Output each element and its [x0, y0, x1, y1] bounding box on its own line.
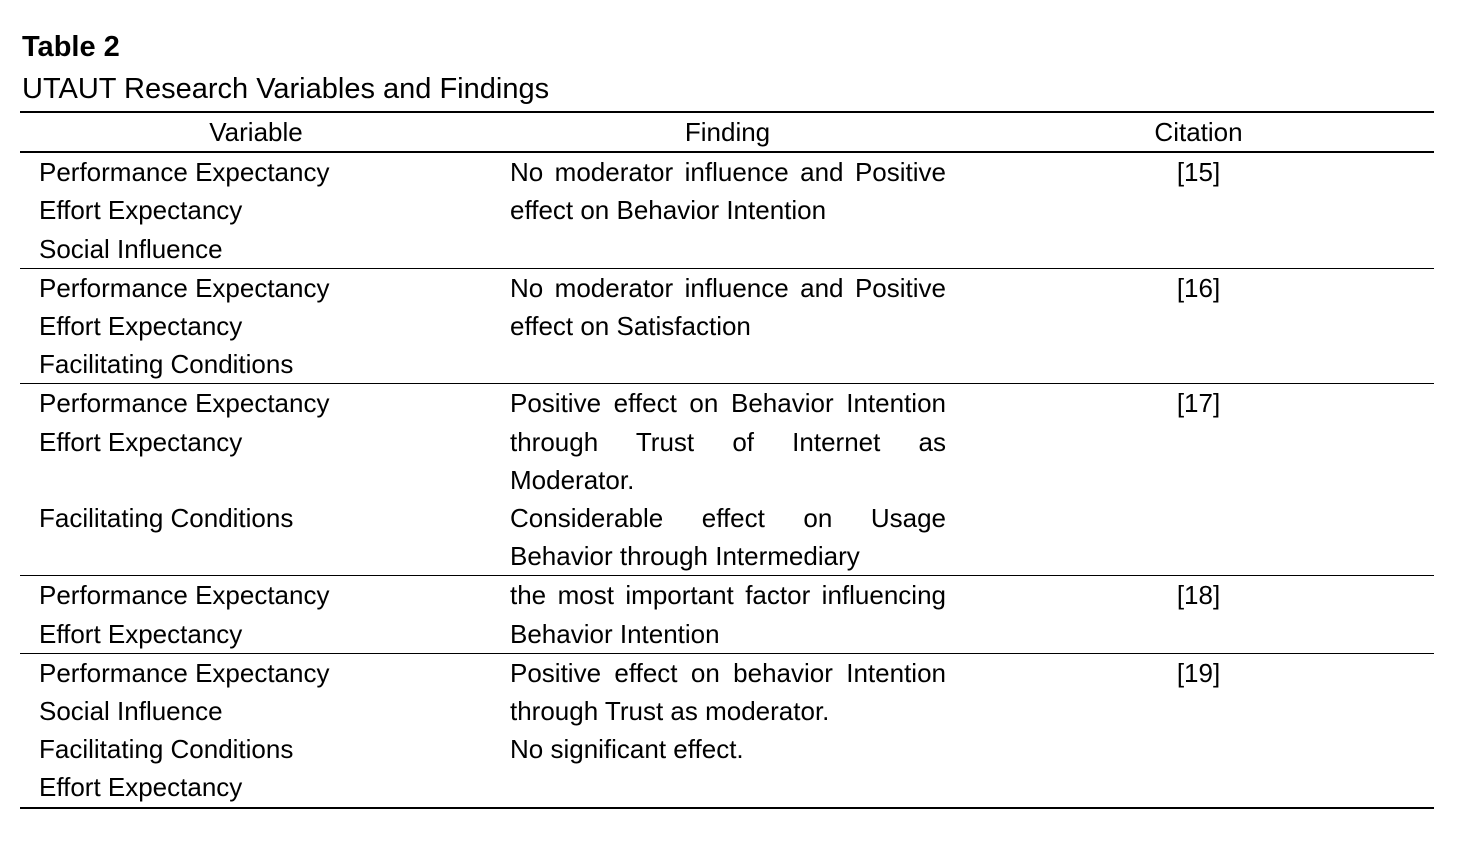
variable-item: Facilitating Conditions	[39, 734, 294, 765]
variable-item: Social Influence	[39, 695, 223, 726]
variables-cell	[20, 384, 492, 576]
findings-table	[20, 111, 1434, 809]
finding-cell	[492, 576, 963, 653]
citation-ref: [17]	[1176, 388, 1221, 419]
table-title: UTAUT Research Variables and Findings	[22, 73, 550, 105]
table-row	[20, 576, 1434, 653]
citation-cell	[963, 152, 1434, 268]
variable-item: Effort Expectancy	[39, 618, 243, 649]
citation-ref: [15]	[1176, 157, 1221, 188]
finding-text: No moderator influence and Positive effect on Satisfaction	[510, 272, 946, 341]
citation-ref: [19]	[1176, 657, 1221, 688]
variable-item: Effort Expectancy	[39, 195, 243, 226]
finding-cell	[492, 653, 963, 807]
finding-text: Positive effect on behavior Intention through Trust as moderator.	[510, 657, 946, 726]
citation-cell	[963, 653, 1434, 807]
table-number: Table 2	[22, 31, 120, 63]
variables-cell	[20, 152, 492, 268]
variable-spacer	[39, 461, 492, 499]
finding-text: the most important factor influencing Behavior Intention	[510, 580, 946, 649]
variable-item: Performance Expectancy	[39, 657, 330, 688]
variable-item: Effort Expectancy	[39, 772, 243, 803]
variable-item: Facilitating Conditions	[39, 502, 294, 533]
table-header-row	[20, 112, 1434, 152]
finding-cell	[492, 384, 963, 576]
finding-cell	[492, 268, 963, 384]
variable-item: Social Influence	[39, 233, 223, 264]
variables-cell	[20, 653, 492, 807]
variable-item: Performance Expectancy	[39, 157, 330, 188]
table-row	[20, 152, 1434, 268]
citation-cell	[963, 576, 1434, 653]
citation-ref: [18]	[1176, 580, 1221, 611]
finding-text: Considerable effect on Usage Behavior through Intermediary	[510, 502, 946, 572]
variable-item: Effort Expectancy	[39, 310, 243, 341]
finding-cell	[492, 152, 963, 268]
finding-text: No significant effect.	[510, 734, 744, 765]
header-citation: Citation	[1154, 117, 1243, 147]
citation-cell	[963, 268, 1434, 384]
header-variable: Variable	[209, 117, 303, 147]
variable-item: Performance Expectancy	[39, 388, 330, 419]
variable-item: Effort Expectancy	[39, 426, 243, 457]
finding-text: Positive effect on Behavior Intention through Trust of Internet as Moderator.	[510, 388, 946, 495]
variables-cell	[20, 268, 492, 384]
citation-ref: [16]	[1176, 272, 1221, 303]
variable-item: Facilitating Conditions	[39, 349, 294, 380]
citation-cell	[963, 384, 1434, 576]
variable-item: Performance Expectancy	[39, 272, 330, 303]
header-finding: Finding	[684, 117, 771, 147]
finding-text: No moderator influence and Positive effect on Behavior Intention	[510, 157, 946, 226]
table-row	[20, 384, 1434, 576]
table-row	[20, 268, 1434, 384]
table-row	[20, 653, 1434, 807]
variable-item: Performance Expectancy	[39, 580, 330, 611]
variables-cell	[20, 576, 492, 653]
